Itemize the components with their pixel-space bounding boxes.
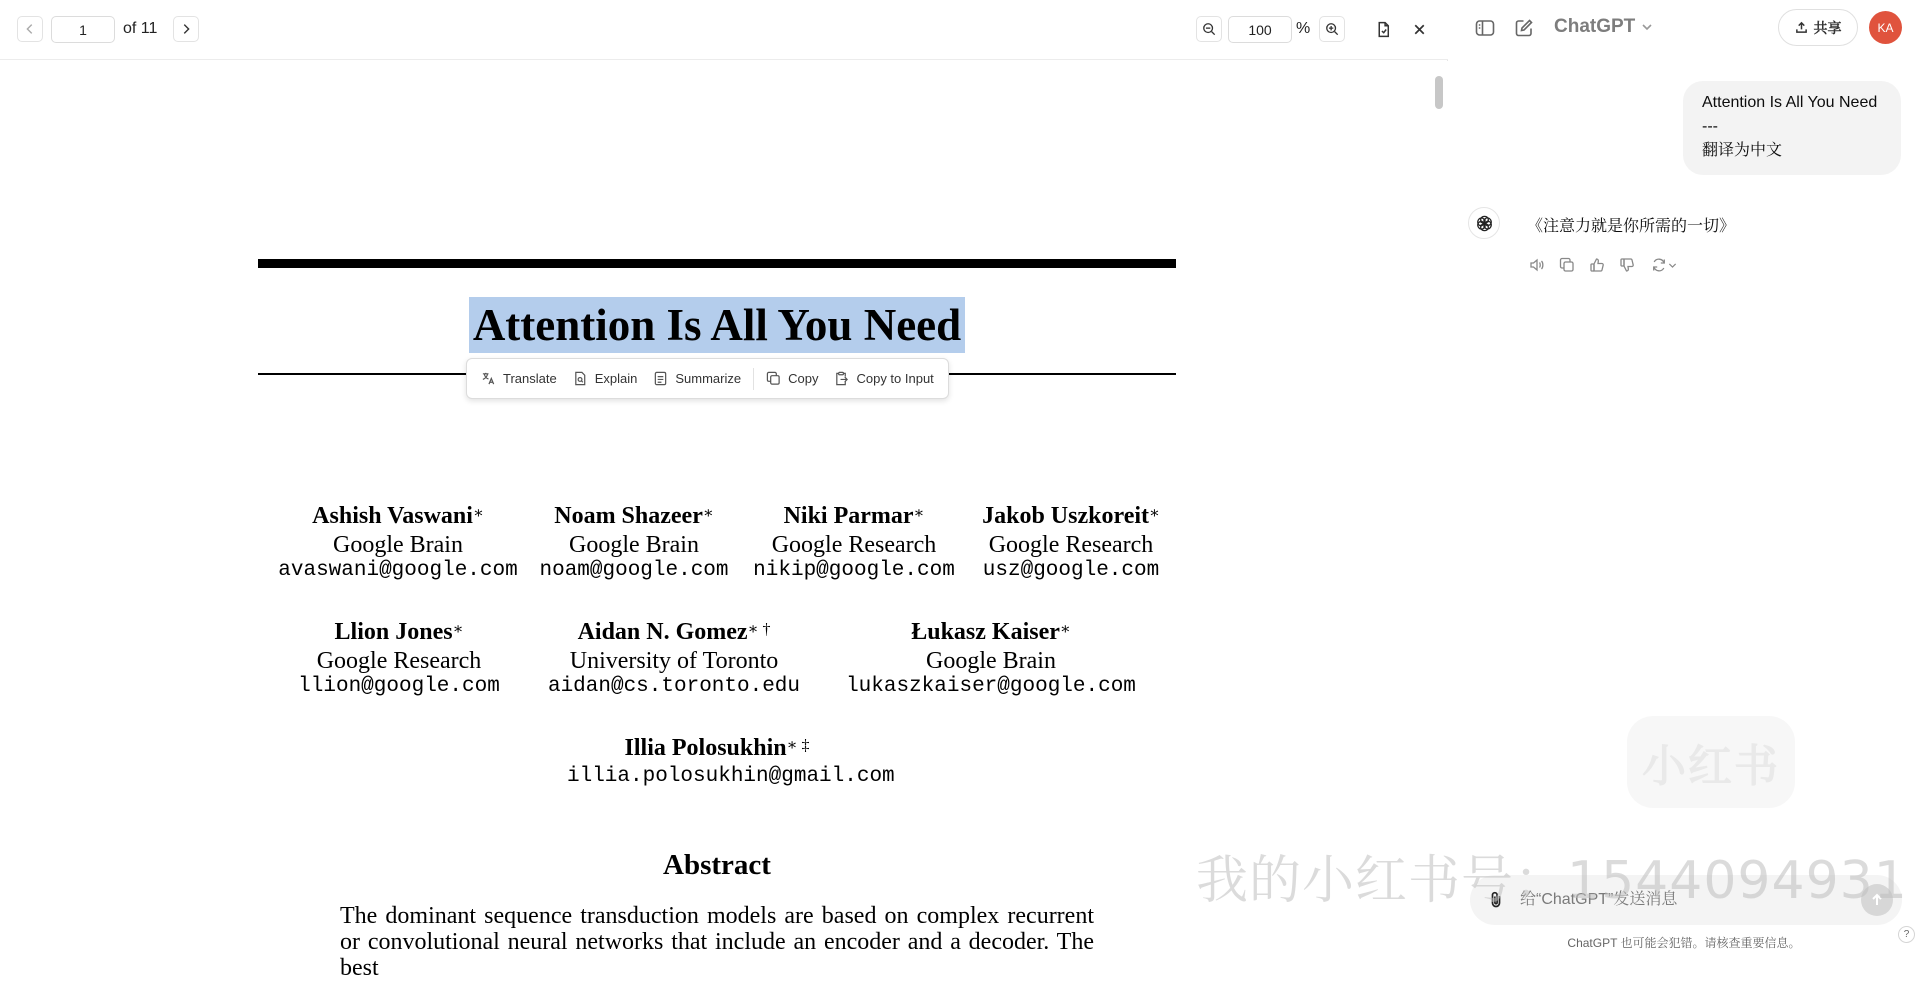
author-mark: ∗ xyxy=(913,505,925,522)
copy-label: Copy xyxy=(788,371,819,386)
translate-button[interactable] xyxy=(473,364,565,394)
model-name: ChatGPT xyxy=(1554,16,1636,37)
thumbs-down-button[interactable] xyxy=(1617,255,1637,275)
author-name: Ashish Vaswani xyxy=(312,503,473,529)
help-button[interactable]: ? xyxy=(1898,926,1915,943)
share-button[interactable] xyxy=(1778,9,1858,46)
author-email: usz@google.com xyxy=(982,559,1160,582)
title-rule-top xyxy=(258,259,1176,268)
page-total: of 11 xyxy=(123,20,158,37)
copy-icon xyxy=(766,371,781,386)
translate-icon xyxy=(481,371,496,386)
author-affiliation: University of Toronto xyxy=(569,648,779,674)
pdf-page xyxy=(0,61,1430,981)
author-email: avaswani@google.com xyxy=(278,559,518,582)
author-affiliation: Google Research xyxy=(316,648,482,674)
next-page-button[interactable] xyxy=(173,16,199,42)
user-message xyxy=(1683,81,1901,175)
author-email: illia.polosukhin@gmail.com xyxy=(567,765,895,788)
author-mark: ∗ xyxy=(1149,505,1160,522)
previous-page-button[interactable] xyxy=(17,16,43,42)
author-email: nikip@google.com xyxy=(753,559,955,582)
refresh-icon xyxy=(1651,257,1667,273)
explain-label: Explain xyxy=(594,371,638,386)
translate-label: Translate xyxy=(503,371,557,386)
selection-toolbar xyxy=(466,358,949,399)
copy-message-button[interactable] xyxy=(1557,255,1577,275)
author-name: Llion Jones xyxy=(334,619,453,645)
author-mark: ∗ ‡ xyxy=(786,737,810,754)
author-mark: ∗ xyxy=(452,621,464,638)
edit-icon xyxy=(1513,17,1535,39)
read-aloud-button[interactable] xyxy=(1527,255,1547,275)
watermark-text: 我的小红书号：1544094931 xyxy=(1196,851,1908,911)
pdf-page-area[interactable] xyxy=(0,61,1448,981)
model-selector[interactable] xyxy=(1554,16,1654,38)
close-icon xyxy=(1411,21,1428,38)
abstract-heading: Abstract xyxy=(663,849,771,881)
author-mark: ∗ xyxy=(472,505,484,522)
chevron-left-icon xyxy=(23,22,37,36)
chatgpt-panel xyxy=(1449,0,1919,957)
thumbs-up-button[interactable] xyxy=(1587,255,1607,275)
author-affiliation: Google Research xyxy=(988,532,1154,558)
watermark-logo: 小红书 xyxy=(1627,716,1795,808)
author-mark: ∗ † xyxy=(747,621,771,638)
author-block xyxy=(249,619,549,700)
thumbs-up-icon xyxy=(1589,257,1605,273)
zoom-out-icon xyxy=(1202,22,1216,36)
summarize-button[interactable] xyxy=(645,364,749,394)
chevron-right-icon xyxy=(179,22,193,36)
clipboard-arrow-icon xyxy=(834,371,849,386)
author-affiliation: Google Brain xyxy=(333,532,463,558)
chevron-down-icon xyxy=(1667,260,1678,271)
disclaimer-text: ChatGPT 也可能会犯错。请核查重要信息。 xyxy=(1567,936,1801,950)
author-block xyxy=(567,735,895,790)
author-name: Aidan N. Gomez xyxy=(577,619,748,645)
summarize-label: Summarize xyxy=(675,371,742,386)
message-composer xyxy=(1470,875,1902,925)
user-avatar[interactable]: KA xyxy=(1869,11,1902,44)
abstract-text: The dominant sequence transduction models are based on complex recurrent or convolutional neural networks that include an encoder and a decoder. The best xyxy=(340,903,1094,981)
zoom-in-icon xyxy=(1325,22,1339,36)
copy-button[interactable] xyxy=(758,364,826,394)
author-block xyxy=(524,619,824,700)
author-block xyxy=(841,619,1141,700)
sidebar-icon xyxy=(1474,17,1496,39)
pdf-toolbar xyxy=(0,0,1448,60)
send-button[interactable] xyxy=(1861,884,1893,916)
speaker-icon xyxy=(1529,257,1545,273)
message-input[interactable] xyxy=(1520,888,1820,912)
openai-knot-icon xyxy=(1475,214,1494,233)
author-mark: ∗ xyxy=(702,505,714,522)
thumbs-down-icon xyxy=(1619,257,1635,273)
document-search-icon xyxy=(573,371,588,386)
author-name: Łukasz Kaiser xyxy=(911,619,1060,645)
document-lines-icon xyxy=(653,371,668,386)
upload-icon xyxy=(1795,21,1808,34)
pdf-scrollbar[interactable] xyxy=(1435,76,1443,109)
explain-button[interactable] xyxy=(565,364,646,394)
arrow-up-icon xyxy=(1869,892,1885,908)
chatgpt-logo-icon xyxy=(1468,207,1500,239)
author-affiliation: Google Brain xyxy=(569,532,699,558)
message-actions xyxy=(1527,255,1681,275)
author-email: llion@google.com xyxy=(298,675,500,698)
author-email: lukaszkaiser@google.com xyxy=(846,675,1136,698)
author-name: Jakob Uszkoreit xyxy=(982,503,1150,529)
assistant-message: 《注意力就是你所需的一切》 xyxy=(1527,218,1736,235)
file-icon xyxy=(1375,21,1392,38)
author-email: aidan@cs.toronto.edu xyxy=(547,675,801,698)
toggle-sidebar-button[interactable] xyxy=(1471,14,1499,42)
copy-to-input-label: Copy to Input xyxy=(856,371,934,386)
author-affiliation: Google Research xyxy=(771,532,937,558)
title-row xyxy=(0,297,1434,353)
copy-to-input-button[interactable] xyxy=(826,364,941,394)
zoom-unit: % xyxy=(1296,20,1311,37)
user-message-line: Attention Is All You Need xyxy=(1702,94,1878,111)
paperclip-icon xyxy=(1486,890,1506,910)
author-name: Niki Parmar xyxy=(783,503,914,529)
author-block xyxy=(921,503,1221,584)
zoom-out-button[interactable] xyxy=(1196,16,1222,42)
user-message-line: --- xyxy=(1702,118,1718,135)
open-file-button[interactable] xyxy=(1370,16,1396,42)
toolbar-divider xyxy=(753,368,754,390)
user-message-line: 翻译为中文 xyxy=(1702,142,1783,159)
attach-file-button[interactable] xyxy=(1484,888,1508,912)
share-label: 共享 xyxy=(1813,19,1842,36)
regenerate-button[interactable] xyxy=(1647,255,1681,275)
zoom-in-button[interactable] xyxy=(1319,16,1345,42)
new-chat-button[interactable] xyxy=(1510,14,1538,42)
copy-icon xyxy=(1559,257,1575,273)
close-viewer-button[interactable] xyxy=(1406,16,1432,42)
page-number-input[interactable] xyxy=(51,16,115,43)
author-affiliation: Google Brain xyxy=(926,648,1056,674)
author-name: Illia Polosukhin xyxy=(624,735,787,761)
author-name: Noam Shazeer xyxy=(554,503,703,529)
author-email: noam@google.com xyxy=(539,559,729,582)
zoom-level-input[interactable] xyxy=(1228,16,1292,43)
chat-header xyxy=(1449,0,1919,56)
paper-title-selected[interactable]: Attention Is All You Need xyxy=(469,297,965,353)
chevron-down-icon xyxy=(1640,20,1654,34)
author-mark: ∗ xyxy=(1059,621,1071,638)
